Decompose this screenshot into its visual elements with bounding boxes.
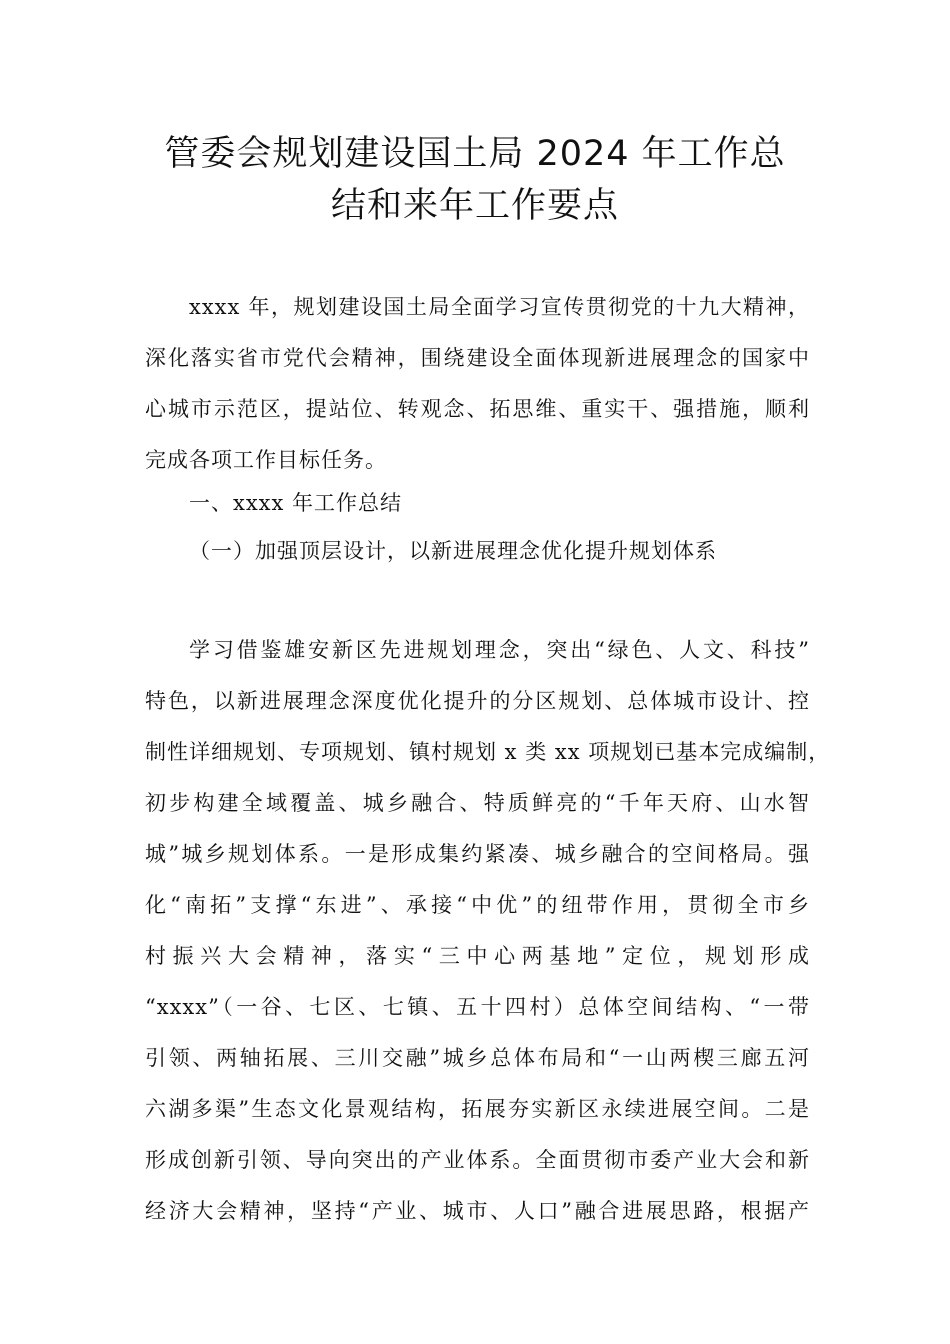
title-line: 结和来年工作要点 bbox=[330, 186, 619, 226]
paragraph-line: 初步构建全域覆盖、城乡融合、特质鲜亮的“千年天府、山水智 bbox=[145, 791, 810, 815]
body-paragraph bbox=[145, 625, 831, 1237]
paragraph-line: 经济大会精神，坚持“产业、城市、人口”融合进展思路，根据产 bbox=[145, 1199, 810, 1223]
paragraph-line: 制性详细规划、专项规划、镇村规划 x 类 xx 项规划已基本完成编制， bbox=[145, 740, 831, 764]
paragraph-line: “xxxx”（一谷、七区、七镇、五十四村）总体空间结构、“一带 bbox=[145, 995, 810, 1019]
subsection-heading bbox=[145, 526, 810, 577]
paragraph-line: 化“南拓”支撑“东进”、承接“中优”的纽带作用，贯彻全市乡 bbox=[145, 893, 810, 917]
paragraph-line: xxxx 年，规划建设国土局全面学习宣传贯彻党的十九大精神， bbox=[189, 295, 810, 319]
paragraph-line: 深化落实省市党代会精神，围绕建设全面体现新进展理念的国家中 bbox=[145, 346, 810, 370]
document-title bbox=[120, 128, 830, 232]
paragraph-line: 心城市示范区，提站位、转观念、拓思维、重实干、强措施，顺利 bbox=[145, 397, 810, 421]
intro-paragraph bbox=[145, 282, 810, 486]
title-line: 管委会规划建设国土局 2024 年工作总 bbox=[164, 134, 786, 174]
paragraph-line: 完成各项工作目标任务。 bbox=[145, 448, 387, 472]
paragraph-line: 引领、两轴拓展、三川交融”城乡总体布局和“一山两楔三廊五河 bbox=[145, 1046, 810, 1070]
section-heading bbox=[145, 478, 810, 529]
paragraph-line: 学习借鉴雄安新区先进规划理念，突出“绿色、人文、科技” bbox=[189, 638, 810, 662]
subsection-heading-text: （一）加强顶层设计，以新进展理念优化提升规划体系 bbox=[189, 539, 717, 563]
paragraph-line: 特色，以新进展理念深度优化提升的分区规划、总体城市设计、控 bbox=[145, 689, 810, 713]
paragraph-line: 六湖多渠”生态文化景观结构，拓展夯实新区永续进展空间。二是 bbox=[145, 1097, 810, 1121]
section-heading-text: 一、xxxx 年工作总结 bbox=[189, 491, 403, 515]
paragraph-line: 村振兴大会精神，落实“三中心两基地”定位，规划形成 bbox=[145, 944, 810, 968]
paragraph-line: 城”城乡规划体系。一是形成集约紧凑、城乡融合的空间格局。强 bbox=[145, 842, 810, 866]
paragraph-line: 形成创新引领、导向突出的产业体系。全面贯彻市委产业大会和新 bbox=[145, 1148, 810, 1172]
